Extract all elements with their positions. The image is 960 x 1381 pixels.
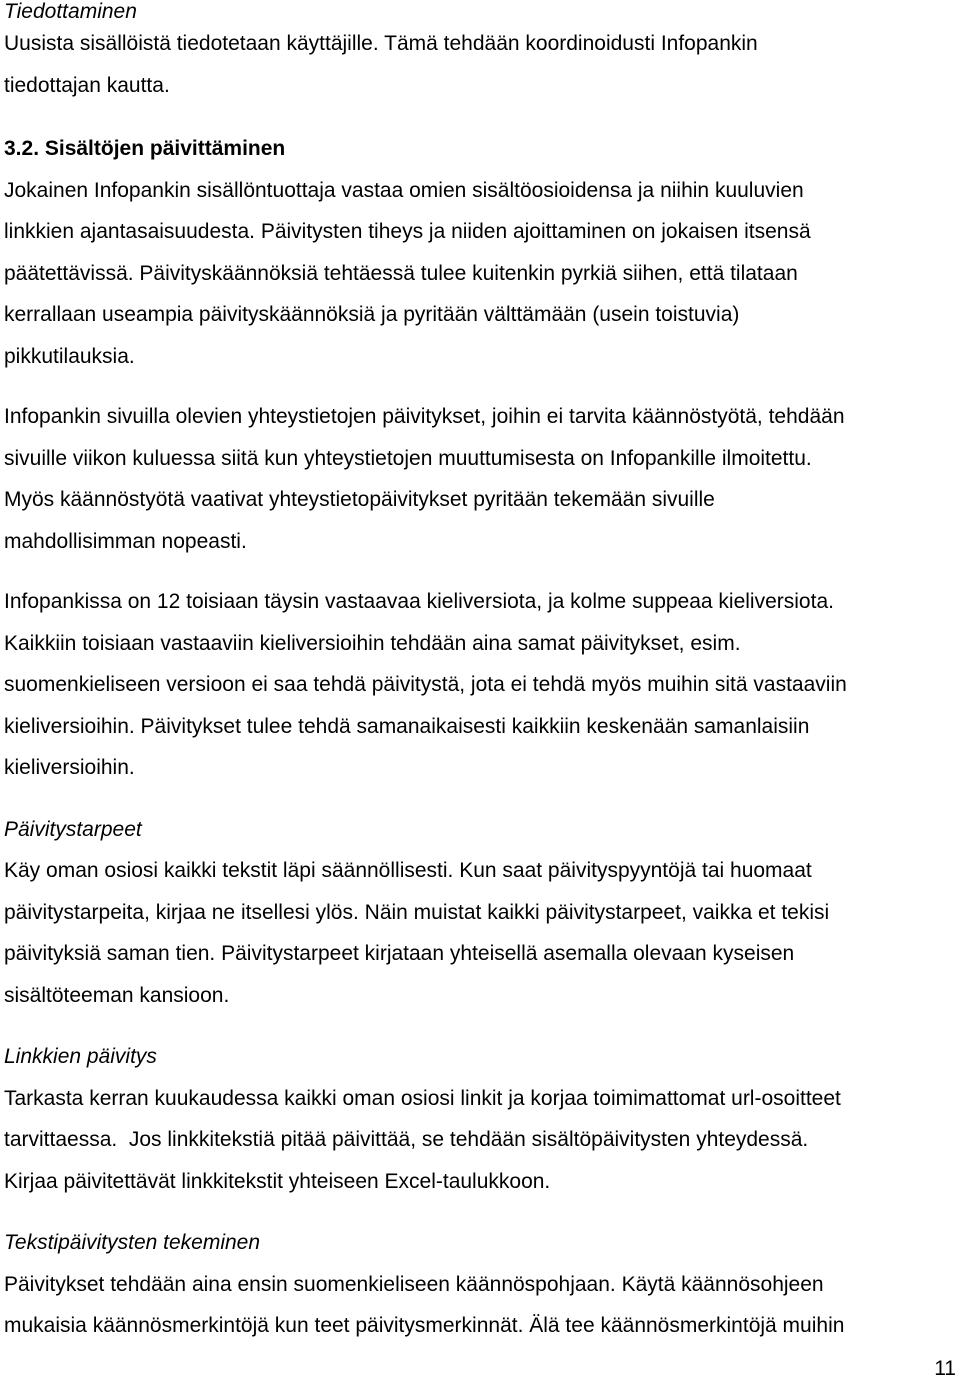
body-line: päätettävissä. Päivityskäännöksiä tehtäessä tulee kuitenkin pyrkiä siihen, että tilataan	[4, 261, 798, 285]
body-line: kerrallaan useampia päivityskäännöksiä ja pyritään välttämään (usein toistuvia)	[4, 303, 740, 326]
spacer	[4, 377, 959, 396]
body-line: Tarkasta kerran kuukaudessa kaikki oman osiosi linkit ja korjaa toimimattomat url-osoitteet	[4, 1086, 841, 1110]
body-line: päivitystarpeita, kirjaa ne itsellesi ylös. Näin muistat kaikki päivitystarpeet, vaikka et tekisi	[4, 900, 830, 924]
body-line: kieliversioihin. Päivitykset tulee tehdä samanaikaisesti kaikkiin keskenään samanlaisiin	[4, 714, 810, 738]
section-heading: Tekstipäivitysten tekeminen	[4, 1231, 261, 1254]
body-line: kieliversioihin.	[4, 756, 135, 779]
section-tiedottaminen	[4, 0, 959, 106]
section-paivitystarpeet	[4, 809, 959, 1017]
body-line: sivuille viikon kuluessa siitä kun yhteystietojen muuttumisesta on Infopankille ilmoitettu.	[4, 446, 812, 470]
paragraph	[4, 581, 959, 789]
body-line: tiedottajan kautta.	[4, 73, 170, 97]
section-heading: Tiedottaminen	[4, 0, 137, 23]
body-line: Myös käännöstyötä vaativat yhteystietopäivitykset pyritään tekemään sivuille	[4, 488, 715, 511]
body-line: linkkien ajantasaisuudesta. Päivitysten tiheys ja niiden ajoittaminen on jokaisen itsensä	[4, 220, 811, 243]
body-line: Infopankissa on 12 toisiaan täysin vastaavaa kieliversiota, ja kolme suppeaa kieliversiota.	[4, 590, 834, 613]
body-line: Uusista sisällöistä tiedotetaan käyttäjille. Tämä tehdään koordinoidusti Infopankin	[4, 32, 758, 55]
section-heading: Päivitystarpeet	[4, 817, 142, 841]
section-paivittaminen	[4, 128, 959, 789]
paragraph	[4, 170, 959, 378]
spacer	[4, 1016, 959, 1036]
section-heading: 3.2. Sisältöjen päivittäminen	[4, 137, 286, 160]
body-line: pikkutilauksia.	[4, 344, 135, 368]
body-line: Käy oman osiosi kaikki tekstit läpi säännöllisesti. Kun saat päivityspyyntöjä tai huomaat	[4, 859, 812, 882]
body-line: Infopankin sivuilla olevien yhteystietojen päivitykset, joihin ei tarvita käännöstyötä, tehdään	[4, 405, 845, 428]
page-number: 11	[934, 1357, 956, 1380]
section-linkkien-paivitys	[4, 1036, 959, 1202]
body-line: mukaisia käännösmerkintöjä kun teet päivitysmerkinnät. Älä tee käännösmerkintöjä muihin	[4, 1314, 845, 1337]
body-line: suomenkieliseen versioon ei saa tehdä päivitystä, jota ei tehdä myös muihin sitä vastaaviin	[4, 673, 847, 696]
body-line: sisältöteeman kansioon.	[4, 983, 230, 1007]
body-line: tarvittaessa. Jos linkkitekstiä pitää päivittää, se tehdään sisältöpäivitysten yhteydessä.	[4, 1128, 809, 1151]
body-line: päivityksiä saman tien. Päivitystarpeet kirjataan yhteisellä asemalla olevaan kyseisen	[4, 942, 795, 965]
section-tekstipaivitykset	[4, 1222, 959, 1347]
spacer	[4, 1202, 959, 1222]
body-line: Jokainen Infopankin sisällöntuottaja vastaa omien sisältöosioidensa ja niihin kuuluvien	[4, 178, 804, 202]
body-line: mahdollisimman nopeasti.	[4, 529, 247, 553]
body-line: Päivitykset tehdään aina ensin suomenkieliseen käännöspohjaan. Käytä käännösohjeen	[4, 1272, 824, 1296]
spacer	[4, 789, 959, 809]
spacer	[4, 106, 959, 128]
paragraph	[4, 396, 959, 562]
section-heading: Linkkien päivitys	[4, 1045, 157, 1068]
body-line: Kaikkiin toisiaan vastaaviin kieliversioihin tehdään aina samat päivitykset, esim.	[4, 631, 741, 655]
document-page	[4, 0, 959, 1347]
spacer	[4, 562, 959, 581]
body-line: Kirjaa päivitettävät linkkitekstit yhteiseen Excel-taulukkoon.	[4, 1169, 551, 1193]
